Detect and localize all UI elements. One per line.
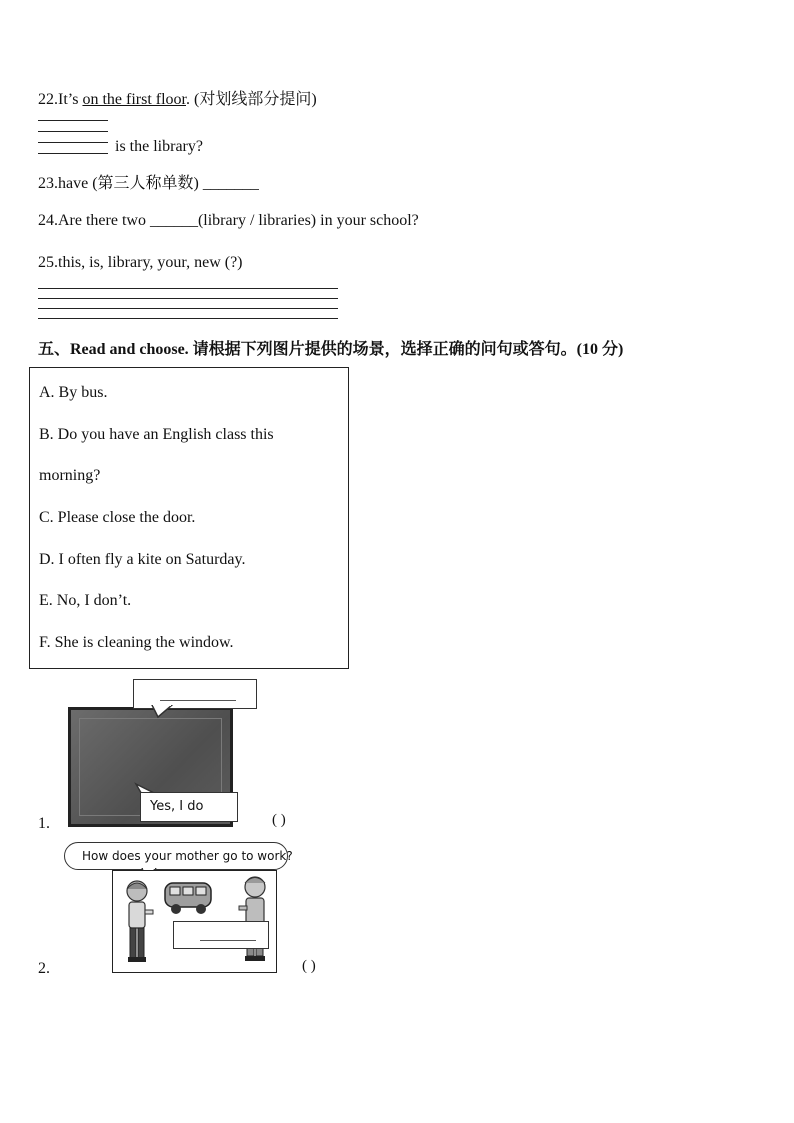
question-25 [38, 254, 243, 272]
girl-figure-icon [121, 877, 157, 969]
item-1-number: 1. [38, 815, 50, 832]
question-23 [38, 170, 259, 193]
question-bubble [64, 842, 293, 870]
answer-parentheses: ( ) [272, 812, 286, 828]
option-c: C. Please close the door. [39, 509, 196, 526]
answer-tail-text: is the library? [115, 138, 203, 155]
question-number: 25. [38, 254, 58, 271]
bubble-answer-line [200, 940, 256, 941]
bus-illustration [161, 877, 217, 917]
item-2-number: 2. [38, 960, 50, 977]
answer-parentheses: ( ) [302, 958, 316, 974]
option-a: A. By bus. [39, 384, 108, 401]
answer-blank-line [38, 298, 338, 299]
question-text: Are there two ______(library / libraries) in your school? [58, 212, 419, 229]
answer-blank-line [38, 288, 338, 289]
bubble-text: Yes, I do [150, 799, 204, 814]
question-number: 22. [38, 91, 58, 108]
question-24 [38, 212, 419, 230]
answer-blank-line [38, 318, 338, 319]
section-heading: 五、Read and choose. 请根据下列图片提供的场景，选择正确的问句或答句。(10 分) [38, 341, 624, 358]
question-text: have (第三人称单数) _______ [58, 175, 259, 192]
question-text: this, is, library, your, new (?) [58, 254, 243, 271]
option-b: B. Do you have an English class this [39, 426, 274, 443]
option-f: F. She is cleaning the window. [39, 634, 234, 651]
question-22 [38, 86, 317, 109]
question-text: It’s [58, 91, 83, 108]
transport-scene [112, 870, 277, 973]
option-d: D. I often fly a kite on Saturday. [39, 551, 246, 568]
option-e: E. No, I don’t. [39, 592, 132, 609]
answer-blank-line [38, 153, 108, 154]
answer-blank-line [38, 142, 108, 143]
bubble-tail-icon [150, 705, 180, 719]
answer-blank-line [38, 308, 338, 309]
question-number: 23. [38, 175, 58, 192]
underlined-phrase: on the first floor [82, 91, 186, 108]
answer-blank-line [38, 131, 108, 132]
answer-blank-line [38, 120, 108, 121]
bubble-answer-line [160, 700, 236, 701]
reply-bubble [140, 792, 238, 822]
option-b-continued: morning? [39, 467, 101, 484]
answer-bubble [173, 921, 269, 949]
bubble-text: How does your mother go to work? [82, 849, 293, 863]
question-number: 24. [38, 212, 58, 229]
question-instruction: . (对划线部分提问) [186, 91, 317, 108]
options-box [29, 367, 349, 669]
